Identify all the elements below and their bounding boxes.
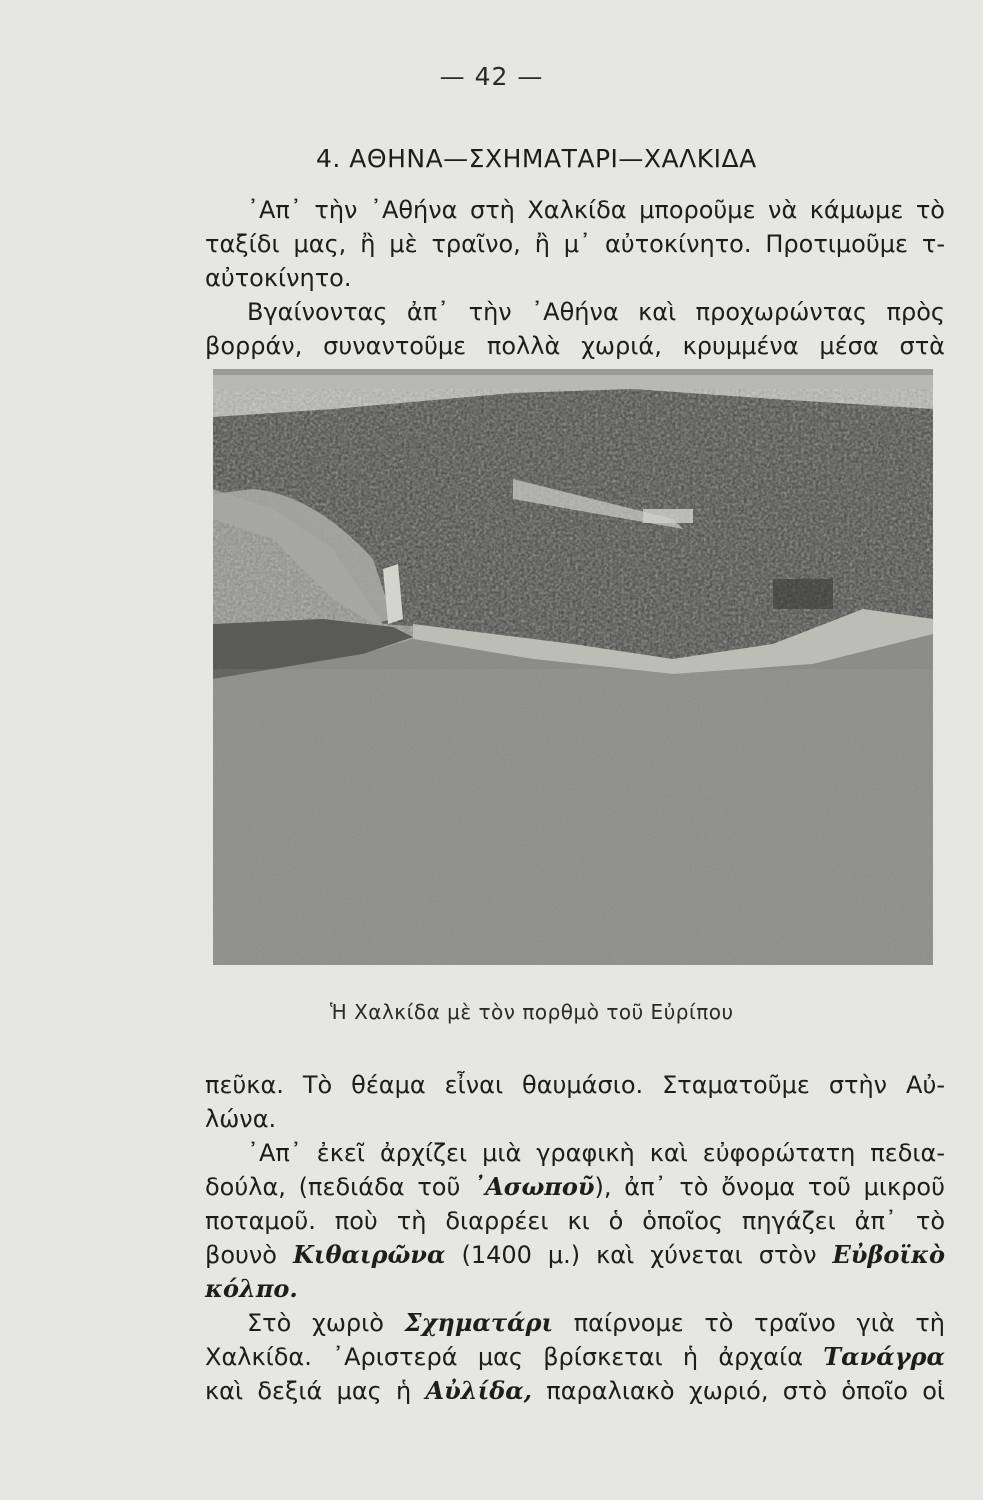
intro-line: βορράν, συναντοῦμε πολλὰ χωριά, κρυμμένα μέσα στὰ	[205, 332, 945, 360]
body-text: Στὸ χωριὸ	[247, 1309, 405, 1337]
body-text: Χαλκίδα. ᾿Αριστερά μας βρίσκεται ἡ ἀρχαία	[205, 1343, 824, 1371]
body-line	[205, 1170, 945, 1204]
intro-line: ᾿Απ᾿ τὴν ᾿Αθήνα στὴ Χαλκίδα μποροῦμε νὰ κάμωμε τὸ	[247, 196, 945, 224]
place-name-tanagra: Τανάγρα	[823, 1342, 945, 1371]
body-line	[205, 1340, 945, 1374]
body-line: πεῦκα. Τὸ θέαμα εἶναι θαυμάσιο. Σταματοῦμε στὴν Αὐ-	[205, 1071, 945, 1099]
intro-paragraphs	[205, 193, 945, 363]
body-text: δούλα, (πεδιάδα τοῦ	[205, 1173, 474, 1201]
body-line	[205, 1374, 945, 1408]
body-line: κόλπο.	[205, 1274, 298, 1303]
intro-line: ταξίδι μας, ἢ μὲ τραῖνο, ἢ μ᾿ αὐτοκίνητο. Προτιμοῦμε τ-	[205, 230, 945, 258]
intro-line: Βγαίνοντας ἀπ᾿ τὴν ᾿Αθήνα καὶ προχωρώντας πρὸς	[247, 298, 945, 326]
place-name-evvoikos: Εὐβοϊκὸ	[832, 1240, 945, 1269]
body-line: ᾿Απ᾿ ἐκεῖ ἀρχίζει μιὰ γραφικὴ καὶ εὐφορώτατη πεδια-	[247, 1139, 945, 1167]
aerial-photo-chalkida	[213, 369, 933, 965]
body-text: καὶ δεξιά μας ἡ	[205, 1377, 426, 1405]
place-name-asopos: ᾿Ασωποῦ	[473, 1172, 595, 1201]
body-text: (1400 μ.) καὶ χύνεται στὸν	[445, 1241, 833, 1269]
body-line	[205, 1238, 945, 1272]
body-text: παραλιακὸ χωριό, στὸ ὁποῖο οἱ	[532, 1377, 946, 1405]
figure-caption: Ἡ Χαλκίδα μὲ τὸν πορθμὸ τοῦ Εὐρίπου	[330, 1000, 734, 1024]
body-paragraphs	[205, 1068, 945, 1408]
body-text: βουνὸ	[205, 1241, 293, 1269]
page-number: — 42 —	[439, 62, 544, 91]
chapter-title: 4. ΑΘΗΝΑ—ΣΧΗΜΑΤΑΡΙ—ΧΑΛΚΙΔΑ	[316, 144, 757, 173]
place-name-avlida: Αὐλίδα,	[425, 1376, 533, 1405]
body-line: ποταμοῦ. ποὺ τὴ διαρρέει κι ὁ ὁποῖος πηγάζει ἀπ᾿ τὸ	[205, 1207, 945, 1235]
body-text: παίρνομε τὸ τραῖνο γιὰ τὴ	[553, 1309, 945, 1337]
place-name-schimatari: Σχηματάρι	[404, 1308, 554, 1337]
body-text: ), ἀπ᾿ τὸ ὄνομα τοῦ μικροῦ	[594, 1173, 945, 1201]
place-name-kithaironas: Κιθαιρῶνα	[292, 1240, 446, 1269]
intro-line: αὐτοκίνητο.	[205, 264, 352, 292]
body-line	[205, 1306, 945, 1340]
aerial-photo-drawing	[213, 369, 933, 965]
body-line: λώνα.	[205, 1105, 277, 1133]
